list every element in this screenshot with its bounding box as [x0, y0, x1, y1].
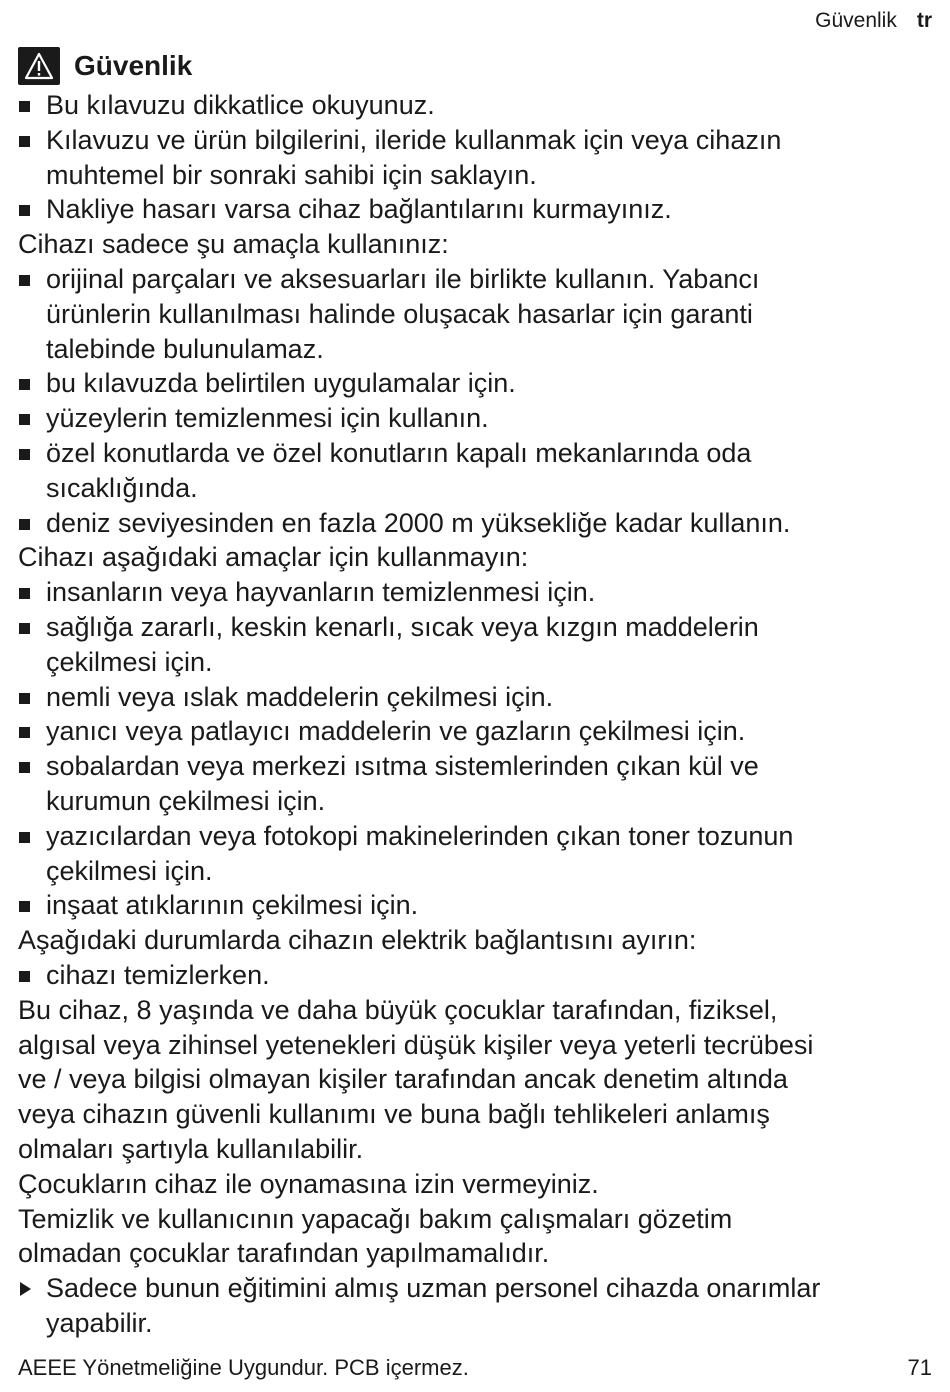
text-line: Çocukların cihaz ile oynamasına izin vermeyiniz. [18, 1168, 599, 1199]
text-line: Temizlik ve kullanıcının yapacağı bakım çalışmaları gözetim [18, 1203, 733, 1234]
paragraph [18, 993, 936, 1167]
warning-icon [18, 47, 60, 85]
text-line: Cihazı aşağıdaki amaçlar için kullanmayın: [18, 542, 529, 573]
text-line: sağlığa zararlı, keskin kenarlı, sıcak veya kızgın maddelerin [46, 611, 759, 642]
page-footer [18, 1353, 932, 1383]
paragraph [18, 1202, 936, 1272]
text-line: orijinal parçaları ve aksesuarları ile birlikte kullanın. Yabancı [46, 263, 760, 294]
bullet-square-icon [19, 623, 30, 634]
text-line: özel konutlarda ve özel konutların kapalı mekanlarında oda [46, 437, 752, 468]
bullet-item [18, 958, 936, 993]
bullet-item [18, 714, 936, 749]
bullet-item [18, 88, 936, 123]
text-line: veya cihazın güvenli kullanımı ve buna bağlı tehlikeleri anlamış [18, 1099, 770, 1130]
paragraph [18, 540, 936, 575]
instruction-step [18, 1271, 936, 1341]
header-language: tr [916, 9, 932, 32]
bullet-item [18, 192, 936, 227]
bullet-square-icon [19, 693, 30, 704]
arrow-right-icon [20, 1282, 31, 1296]
text-line: inşaat atıklarının çekilmesi için. [46, 890, 419, 921]
bullet-item [18, 575, 936, 610]
bullet-item [18, 123, 936, 193]
text-line: kurumun çekilmesi için. [46, 785, 326, 816]
text-line: nemli veya ıslak maddelerin çekilmesi için. [46, 681, 554, 712]
bullet-square-icon [19, 205, 30, 216]
header-section: Güvenlik [815, 9, 897, 32]
text-line: cihazı temizlerken. [46, 959, 270, 990]
bullet-item [18, 888, 936, 923]
bullet-item [18, 506, 936, 541]
paragraph [18, 1167, 936, 1202]
bullet-item [18, 366, 936, 401]
page-content [18, 44, 936, 1341]
text-line: muhtemel bir sonraki sahibi için saklayın. [46, 159, 537, 190]
bullet-square-icon [19, 832, 30, 843]
text-line: Nakliye hasarı varsa cihaz bağlantılarını kurmayınız. [46, 194, 672, 225]
bullet-item [18, 436, 936, 506]
page-title: Güvenlik [74, 50, 193, 81]
footer-note: AEEE Yönetmeliğine Uygundur. PCB içermez. [18, 1355, 469, 1380]
text-line: yazıcılardan veya fotokopi makinelerinden çıkan toner tozunun [46, 820, 794, 851]
bullet-item [18, 401, 936, 436]
text-line: ürünlerin kullanılması halinde oluşacak hasarlar için garanti [46, 298, 753, 329]
text-line: yanıcı veya patlayıcı maddelerin ve gazların çekilmesi için. [46, 716, 746, 747]
bullet-square-icon [19, 379, 30, 390]
text-line: Sadece bunun eğitimini almış uzman personel cihazda onarımlar [46, 1273, 821, 1304]
bullet-square-icon [19, 727, 30, 738]
text-line: talebinde bulunulamaz. [46, 333, 324, 364]
bullet-item [18, 610, 936, 680]
text-line: olmadan çocuklar tarafından yapılmamalıdır. [18, 1238, 550, 1269]
bullet-square-icon [19, 414, 30, 425]
text-line: Kılavuzu ve ürün bilgilerini, ileride kullanmak için veya cihazın [46, 124, 782, 155]
bullet-square-icon [19, 449, 30, 460]
text-line: algısal veya zihinsel yetenekleri düşük kişiler veya yeterli tecrübesi [18, 1029, 814, 1060]
text-line: Aşağıdaki durumlarda cihazın elektrik bağlantısını ayırın: [18, 925, 697, 956]
text-line: ve / veya bilgisi olmayan kişiler tarafından ancak denetim altında [18, 1064, 788, 1095]
text-line: Bu kılavuzu dikkatlice okuyunuz. [46, 90, 435, 120]
bullet-item [18, 262, 936, 366]
text-line: deniz seviyesinden en fazla 2000 m yüksekliğe kadar kullanın. [46, 507, 791, 538]
running-header [815, 8, 932, 34]
text-line: insanların veya hayvanların temizlenmesi için. [46, 577, 596, 608]
bullet-item [18, 680, 936, 715]
text-line: yüzeylerin temizlenmesi için kullanın. [46, 403, 489, 434]
bullet-square-icon [19, 971, 30, 982]
paragraph [18, 923, 936, 958]
text-line: çekilmesi için. [46, 646, 213, 677]
bullet-square-icon [19, 101, 30, 112]
bullet-square-icon [19, 588, 30, 599]
paragraph [18, 227, 936, 262]
bullet-square-icon [19, 136, 30, 147]
bullet-item [18, 819, 936, 889]
text-line: Cihazı sadece şu amaçla kullanınız: [18, 229, 449, 260]
text-line: olmaları şartıyla kullanılabilir. [18, 1133, 364, 1164]
text-line: sıcaklığında. [46, 472, 198, 503]
text-line: bu kılavuzda belirtilen uygulamalar için. [46, 368, 516, 399]
bullet-square-icon [19, 901, 30, 912]
text-line: Bu cihaz, 8 yaşında ve daha büyük çocuklar tarafından, fiziksel, [18, 994, 778, 1025]
text-line: yapabilir. [46, 1307, 153, 1338]
bullet-square-icon [19, 275, 30, 286]
text-line: sobalardan veya merkezi ısıtma sistemlerinden çıkan kül ve [46, 751, 759, 782]
bullet-item [18, 749, 936, 819]
bullet-square-icon [19, 762, 30, 773]
bullet-square-icon [19, 519, 30, 530]
page-number: 71 [907, 1355, 932, 1380]
text-line: çekilmesi için. [46, 855, 213, 886]
section-heading [18, 44, 936, 88]
safety-instructions [18, 88, 936, 1341]
